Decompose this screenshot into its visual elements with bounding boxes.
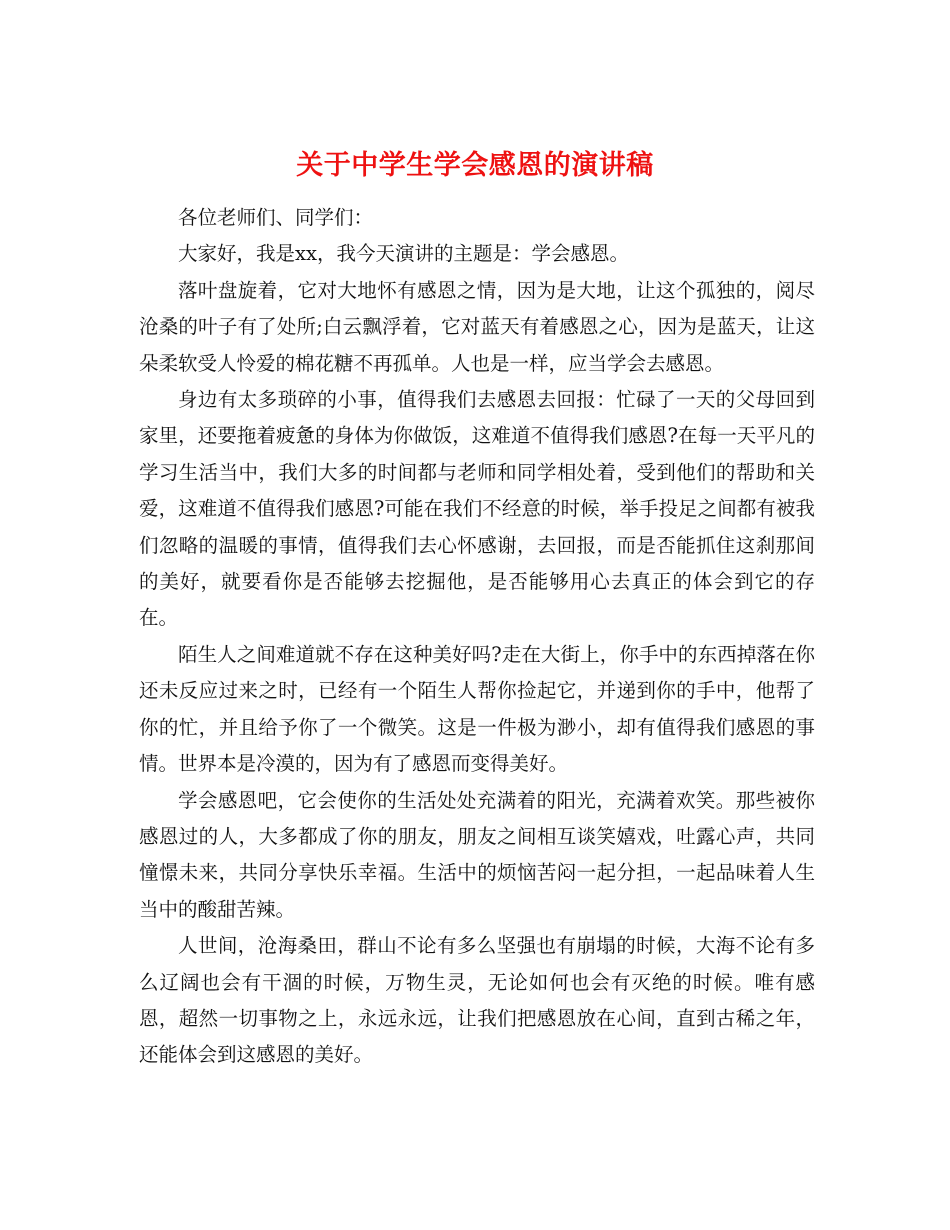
paragraph-leaves-clouds: 落叶盘旋着，它对大地怀有感恩之情，因为是大地，让这个孤独的，阅尽沧桑的叶子有了处所;白云飘浮着，它对蓝天有着感恩之心，因为是蓝天，让这朵柔软受人怜爱的棉花糖不再孤单。人也是一样，应当学会去感恩。 <box>139 278 815 375</box>
speech-body <box>139 200 815 1074</box>
paragraph-greeting: 各位老师们、同学们： <box>178 206 374 229</box>
paragraph-strangers: 陌生人之间难道就不存在这种美好吗?走在大街上，你手中的东西掉落在你还未反应过来之时，已经有一个陌生人帮你捡起它，并递到你的手中，他帮了你的忙，并且给予你了一个微笑。这是一件极为渺小，却有值得我们感恩的事情。世界本是冷漠的，因为有了感恩而变得美好。 <box>139 642 815 776</box>
page-title: 关于中学生学会感恩的演讲稿 <box>296 150 654 182</box>
paragraph-small-things: 身边有太多琐碎的小事，值得我们去感恩去回报：忙碌了一天的父母回到家里，还要拖着疲惫的身体为你做饭，这难道不值得我们感恩?在每一天平凡的学习生活当中，我们大多的时间都与老师和同学相处着，受到他们的帮助和关爱，这难道不值得我们感恩?可能在我们不经意的时候，举手投足之间都有被我们忽略的温暖的事情，值得我们去心怀感谢，去回报，而是否能抓住这刹那间的美好，就要看你是否能够去挖掘他，是否能够用心去真正的体会到它的存在。 <box>139 388 815 630</box>
paragraph-intro: 大家好，我是xx，我今天演讲的主题是：学会感恩。 <box>178 242 629 266</box>
paragraph-closing: 人世间，沧海桑田，群山不论有多么坚强也有崩塌的时候，大海不论有多么辽阔也会有干涸的时候，万物生灵，无论如何也会有灭绝的时候。唯有感恩，超然一切事物之上，永远永远，让我们把感恩放在心间，直到古稀之年，还能体会到这感恩的美好。 <box>139 934 815 1067</box>
paragraph-learn-gratitude: 学会感恩吧，它会使你的生活处处充满着的阳光，充满着欢笑。那些被你感恩过的人，大多都成了你的朋友，朋友之间相互谈笑嬉戏，吐露心声，共同憧憬未来，共同分享快乐幸福。生活中的烦恼苦闷一起分担，一起品味着人生当中的酸甜苦辣。 <box>139 788 815 921</box>
